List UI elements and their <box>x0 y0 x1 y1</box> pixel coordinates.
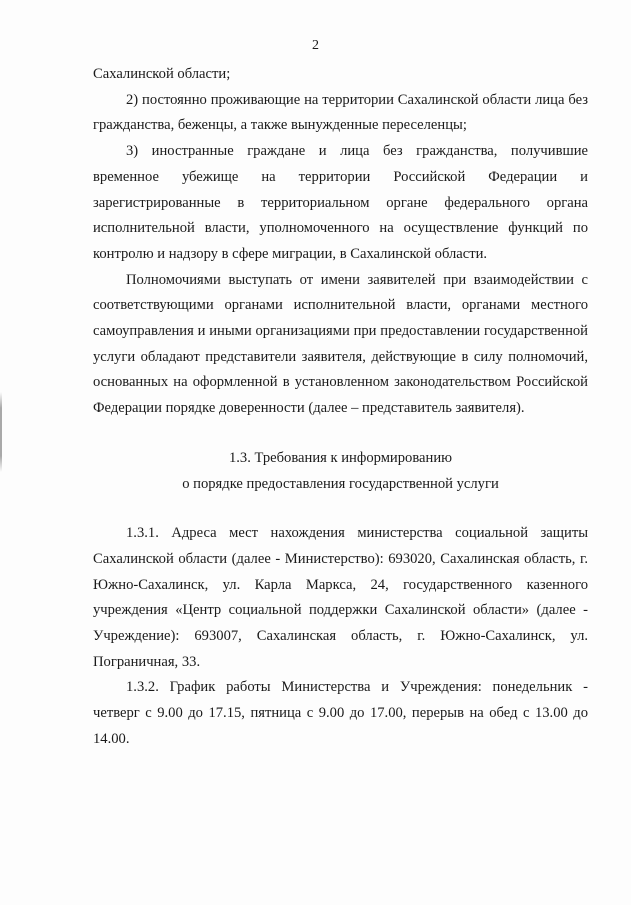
section-heading-line-2: о порядке предоставления государственной услуги <box>182 475 499 492</box>
paragraph-item-2: 2) постоянно проживающие на территории Сахалинской области лица без гражданства, беженцы, а также вынужденные переселенцы; <box>93 91 588 134</box>
section-heading <box>93 446 588 497</box>
scan-edge-mark <box>0 392 2 472</box>
paragraph-continuation: Сахалинской области; <box>93 66 231 82</box>
paragraph-item-3: 3) иностранные граждане и лица без гражданства, получившие временное убежище на территории Российской Федерации и зарегистрированные в территориальном органе федерального органа исполнительной власти, уполномоченного на осуществление функций по контролю и надзору в сфере миграции, в Сахалинской области. <box>93 143 588 262</box>
section-heading-line-1: 1.3. Требования к информированию <box>228 449 453 466</box>
document-body <box>93 62 588 753</box>
paragraph-representatives: Полномочиями выступать от имени заявителей при взаимодействии с соответствующими органами исполнительной власти, органами местного самоуправления и иными организациями при предоставлении государственной услуги обладают представители заявителя, действующие в силу полномочий, основанных на оформленной в установленном законодательством Российской Федерации порядке доверенности (далее – представитель заявителя). <box>93 271 588 417</box>
paragraph-addresses: 1.3.1. Адреса мест нахождения министерства социальной защиты Сахалинской области (далее - Министерство): 693020, Сахалинская область, г. Южно-Сахалинск, ул. Карла Маркса, 24, государственного казенного учреждения «Центр социальной поддержки Сахалинской области» (далее - Учреждение): 693007, Сахалинская область, г. Южно-Сахалинск, ул. Пограничная, 33. <box>93 525 588 670</box>
page-number: 2 <box>312 38 319 53</box>
paragraph-schedule: 1.3.2. График работы Министерства и Учреждения: понедельник - четверг с 9.00 до 17.15, пятница с 9.00 до 17.00, перерыв на обед с 13.00 до 14.00. <box>93 679 588 747</box>
